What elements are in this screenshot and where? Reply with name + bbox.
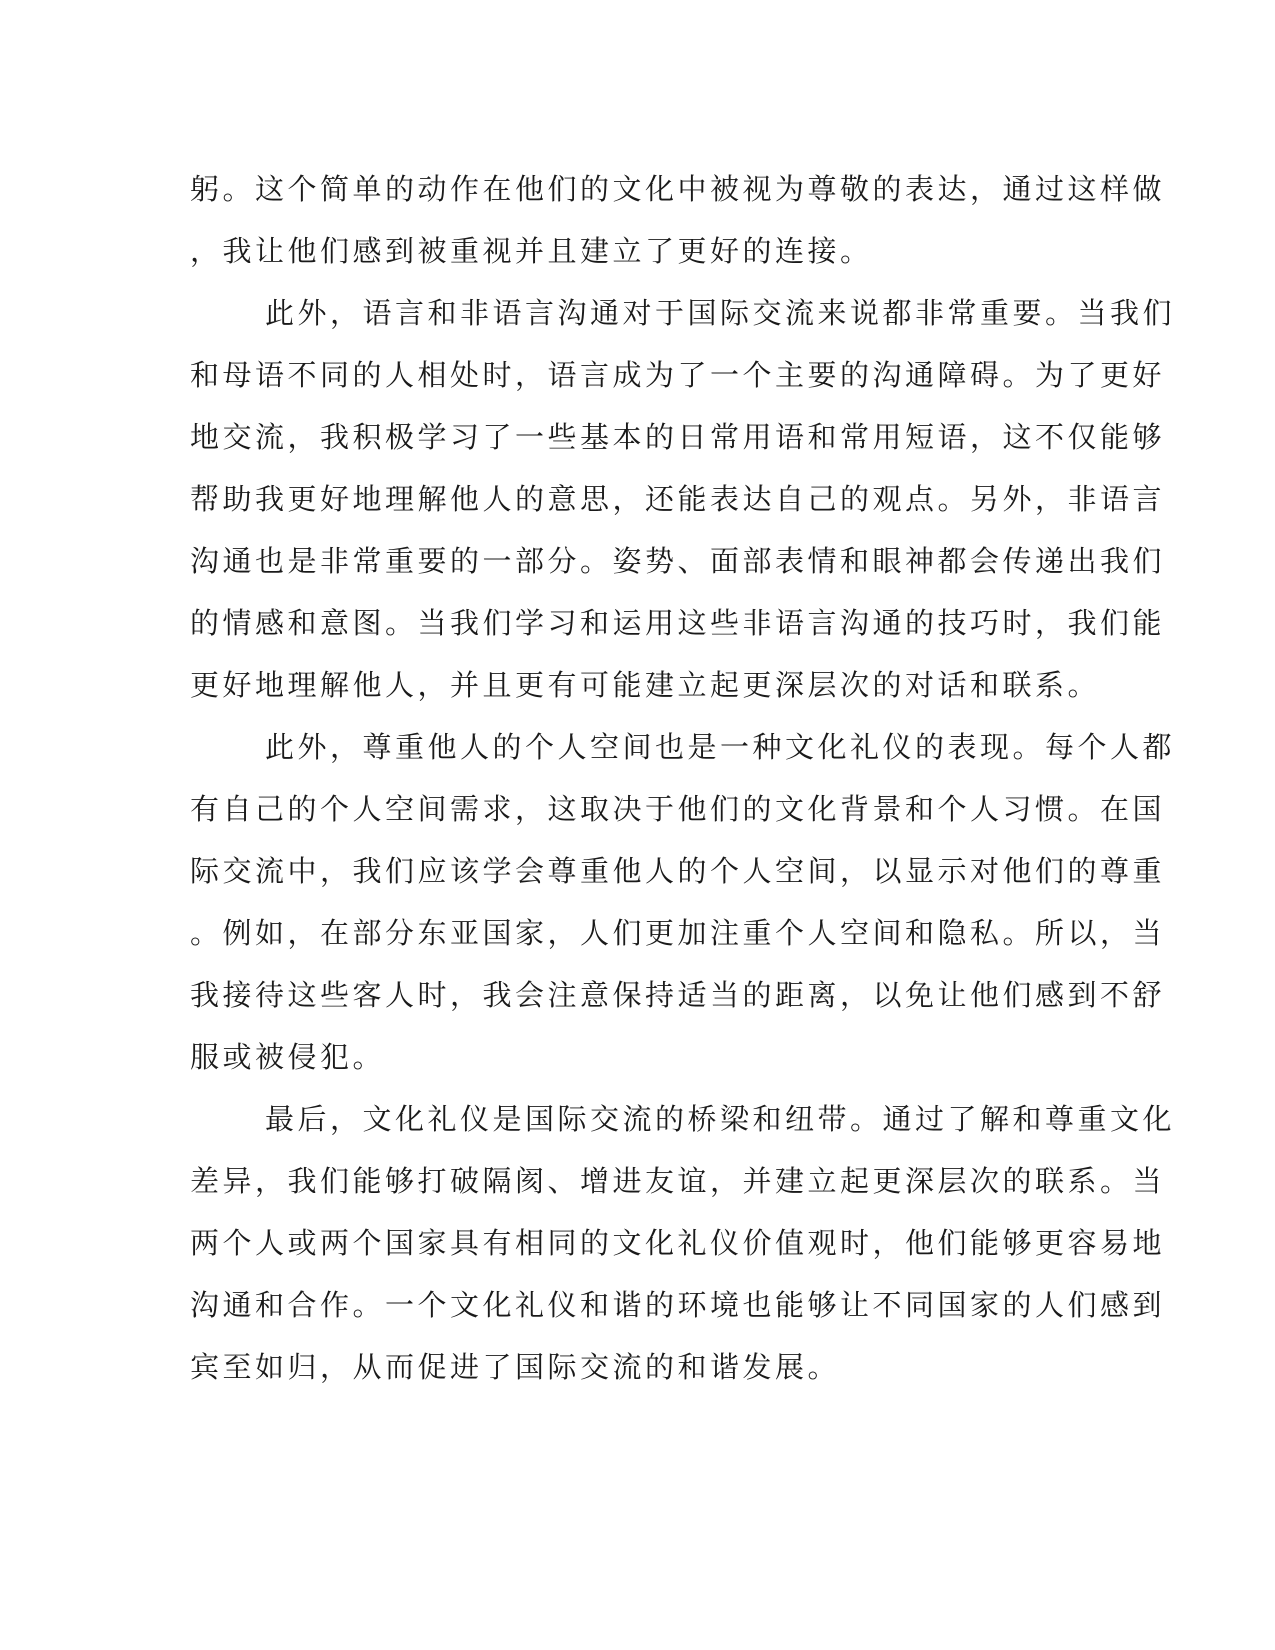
text-line: 我接待这些客人时，我会注意保持适当的距离，以免让他们感到不舒	[190, 978, 1166, 1012]
body-text	[190, 158, 1176, 1398]
text-line: 地交流，我积极学习了一些基本的日常用语和常用短语，这不仅能够	[190, 420, 1166, 454]
text-line: 帮助我更好地理解他人的意思，还能表达自己的观点。另外，非语言	[190, 482, 1166, 516]
paragraph-start-line: 此外，语言和非语言沟通对于国际交流来说都非常重要。当我们	[265, 296, 1176, 330]
text-line: 宾至如归，从而促进了国际交流的和谐发展。	[190, 1350, 841, 1384]
text-line: 沟通和合作。一个文化礼仪和谐的环境也能够让不同国家的人们感到	[190, 1288, 1166, 1322]
text-line: 的情感和意图。当我们学习和运用这些非语言沟通的技巧时，我们能	[190, 606, 1166, 640]
text-line: 服或被侵犯。	[190, 1040, 386, 1074]
paragraph-start-line: 此外，尊重他人的个人空间也是一种文化礼仪的表现。每个人都	[265, 730, 1176, 764]
text-line: 沟通也是非常重要的一部分。姿势、面部表情和眼神都会传递出我们	[190, 544, 1166, 578]
text-line: 有自己的个人空间需求，这取决于他们的文化背景和个人习惯。在国	[190, 792, 1166, 826]
text-line: 更好地理解他人，并且更有可能建立起更深层次的对话和联系。	[190, 668, 1101, 702]
text-line: 躬。这个简单的动作在他们的文化中被视为尊敬的表达，通过这样做	[190, 172, 1166, 206]
text-line: 际交流中，我们应该学会尊重他人的个人空间，以显示对他们的尊重	[190, 854, 1166, 888]
text-line: ，我让他们感到被重视并且建立了更好的连接。	[190, 234, 873, 268]
text-line: 。例如，在部分东亚国家，人们更加注重个人空间和隐私。所以，当	[190, 916, 1166, 950]
paragraph-start-line: 最后，文化礼仪是国际交流的桥梁和纽带。通过了解和尊重文化	[265, 1102, 1176, 1136]
text-line: 差异，我们能够打破隔阂、增进友谊，并建立起更深层次的联系。当	[190, 1164, 1166, 1198]
text-line: 和母语不同的人相处时，语言成为了一个主要的沟通障碍。为了更好	[190, 358, 1166, 392]
text-line: 两个人或两个国家具有相同的文化礼仪价值观时，他们能够更容易地	[190, 1226, 1166, 1260]
